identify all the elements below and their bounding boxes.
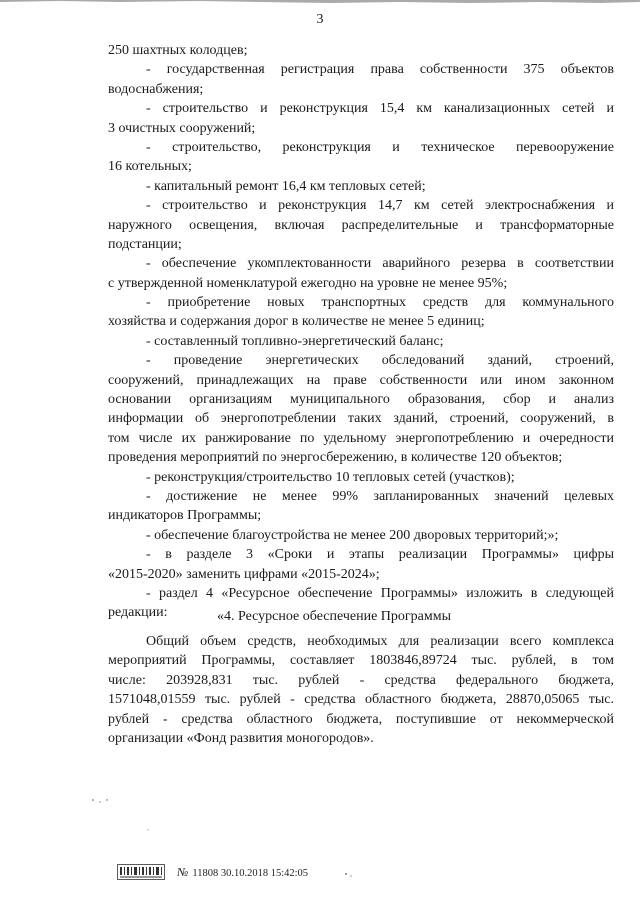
list-line: информации об энергопотреблении таких зданий, строений, сооружений, в [108,411,614,427]
list-line: - проведение энергетических обследований зданий, строений, [146,353,614,369]
paragraph-line: организации «Фонд развития моногородов». [108,730,374,746]
list-line: проведения мероприятий по энергосбережению, в количестве 120 объектов; [108,450,563,466]
document-footer [117,862,308,882]
list-line: - раздел 4 «Ресурсное обеспечение Программы» изложить в следующей [146,585,614,601]
funding-paragraph [108,632,614,748]
list-line: основании организациям муниципального образования, сбор и анализ [108,392,614,408]
page-number: 3 [316,12,324,27]
paragraph-line: рублей - средства областного бюджета, поступившие от некоммерческой [108,711,614,727]
paragraph-line: числе: 203928,831 тыс. рублей - средства федерального бюджета, [108,672,614,688]
list-line: 3 очистных сооружений; [108,120,256,136]
scan-edge [0,0,640,8]
paragraph-line: 1571048,01559 тыс. рублей - средства областного бюджета, 28870,05065 тыс. [108,692,614,708]
number-sign: № [177,864,189,879]
list-line: 16 котельных; [108,159,192,175]
list-line: подстанции; [108,236,182,252]
list-line: наружного освещения, включая распределительные и трансформаторные [108,217,614,233]
barcode-stamp-icon [117,864,165,880]
list-line: 250 шахтных колодцев; [108,43,248,58]
list-line: - капитальный ремонт 16,4 км тепловых сетей; [146,178,426,194]
list-line: «2015-2020» заменить цифрами «2015-2024»; [108,566,380,582]
registration-number-date: 11808 30.10.2018 15:42:05 [192,867,309,879]
list-line: - в разделе 3 «Сроки и этапы реализации Программы» цифры [146,547,614,563]
list-line: сооружений, принадлежащих на праве собственности или ином законном [108,372,614,388]
list-line: - составленный топливно-энергетический баланс; [146,333,444,349]
list-line: - обеспечение укомплектованности аварийного резерва в соответствии [146,256,614,272]
paragraph-line: Общий объем средств, необходимых для реализации всего комплекса [146,634,614,649]
list-line: - строительство и реконструкция 14,7 км сетей электроснабжения и [146,198,614,214]
list-line: - государственная регистрация права собственности 375 объектов [146,62,614,78]
list-line: - достижение не менее 99% запланированных значений целевых [146,488,614,504]
list-line: - обеспечение благоустройства не менее 200 дворовых территорий;»; [146,527,559,543]
paragraph-line: мероприятий Программы, составляет 1803846,89724 тыс. рублей, в том [108,653,614,669]
list-line: редакции: [108,605,168,621]
list-line: с утвержденной номенклатурой ежегодно на уровне не менее 95%; [108,275,508,291]
amendment-list [108,41,614,623]
list-line: хозяйства и содержания дорог в количестве не менее 5 единиц; [108,314,485,330]
list-line: - строительство, реконструкция и техническое перевооружение [146,139,614,155]
list-line: - приобретение новых транспортных средств для коммунального [146,295,614,311]
list-line: - реконструкция/строительство 10 тепловых сетей (участков); [146,469,515,485]
registration-stamp [177,865,308,880]
list-line: - строительство и реконструкция 15,4 км канализационных сетей и [146,101,614,117]
list-line: том числе их ранжирование по удельному энергопотреблению и очередности [108,430,614,446]
section-title: «4. Ресурсное обеспечение Программы [216,609,451,624]
list-line: водоснабжения; [108,81,204,97]
list-line: индикаторов Программы; [108,508,262,524]
